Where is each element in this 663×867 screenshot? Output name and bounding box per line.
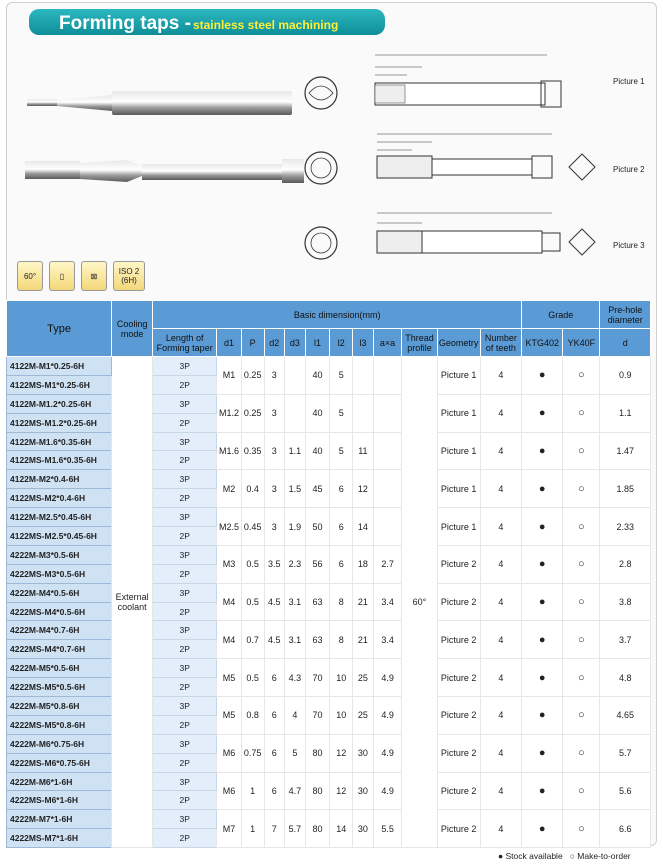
l3-cell: 30 xyxy=(353,810,374,848)
l2-cell: 14 xyxy=(330,810,353,848)
teeth-cell: 4 xyxy=(480,470,521,508)
type-cell: 4222M-M6*1-6H xyxy=(7,772,112,791)
product-table xyxy=(6,300,651,848)
l1-cell: 70 xyxy=(305,697,330,735)
l1-cell: 56 xyxy=(305,545,330,583)
l2-cell: 12 xyxy=(330,772,353,810)
teeth-cell: 4 xyxy=(480,772,521,810)
l2-cell: 8 xyxy=(330,583,353,621)
tool-photo-2 xyxy=(17,151,307,191)
header-l3: l3 xyxy=(353,329,374,357)
ktg-grade-cell: ● xyxy=(522,394,563,432)
length-cell: 3P xyxy=(153,508,217,527)
d1-cell: M1.6 xyxy=(217,432,242,470)
type-cell: 4222M-M3*0.5-6H xyxy=(7,545,112,564)
length-cell: 3P xyxy=(153,734,217,753)
length-cell: 3P xyxy=(153,772,217,791)
type-cell: 4222M-M7*1-6H xyxy=(7,810,112,829)
yk-grade-cell: ○ xyxy=(563,470,600,508)
l1-cell: 63 xyxy=(305,583,330,621)
length-cell: 3P xyxy=(153,545,217,564)
d1-cell: M2.5 xyxy=(217,508,242,546)
geometry-cell: Picture 1 xyxy=(437,394,480,432)
geometry-cell: Picture 1 xyxy=(437,357,480,395)
header-d3: d3 xyxy=(285,329,306,357)
table-row xyxy=(7,432,651,451)
d1-cell: M1 xyxy=(217,357,242,395)
l1-cell: 45 xyxy=(305,470,330,508)
type-cell: 4122M-M1.2*0.25-6H xyxy=(7,394,112,413)
geometry-cell: Picture 2 xyxy=(437,810,480,848)
picture-2-label: Picture 2 xyxy=(613,165,645,174)
axa-cell xyxy=(373,470,402,508)
p-cell: 1 xyxy=(241,810,264,848)
d2-cell: 3 xyxy=(264,357,285,395)
geometry-cell: Picture 1 xyxy=(437,470,480,508)
geometry-cell: Picture 1 xyxy=(437,432,480,470)
d2-cell: 4.5 xyxy=(264,621,285,659)
axa-cell xyxy=(373,357,402,395)
yk-grade-cell: ○ xyxy=(563,394,600,432)
geometry-cell: Picture 2 xyxy=(437,583,480,621)
prehole-cell: 2.33 xyxy=(600,508,651,546)
d1-cell: M4 xyxy=(217,583,242,621)
page-title xyxy=(29,9,385,35)
header-geometry: Geometry xyxy=(437,329,480,357)
d3-cell xyxy=(285,357,306,395)
d2-cell: 6 xyxy=(264,697,285,735)
p-cell: 0.4 xyxy=(241,470,264,508)
type-cell: 4222M-M5*0.8-6H xyxy=(7,697,112,716)
type-cell: 4122MS-M1.2*0.25-6H xyxy=(7,413,112,432)
l3-cell xyxy=(353,394,374,432)
teeth-cell: 4 xyxy=(480,621,521,659)
ktg-grade-cell: ● xyxy=(522,583,563,621)
header-prehole: Pre-hole diameter xyxy=(600,301,651,329)
header-teeth: Number of teeth xyxy=(480,329,521,357)
header-length: Length of Forming taper xyxy=(153,329,217,357)
blind-hole-icon: ▯ xyxy=(49,261,75,291)
teeth-cell: 4 xyxy=(480,810,521,848)
type-cell: 4122M-M2*0.4-6H xyxy=(7,470,112,489)
picture-1-label: Picture 1 xyxy=(613,77,645,86)
header-thread: Thread profile xyxy=(402,329,437,357)
teeth-cell: 4 xyxy=(480,545,521,583)
d3-cell xyxy=(285,394,306,432)
d1-cell: M2 xyxy=(217,470,242,508)
d3-cell: 3.1 xyxy=(285,621,306,659)
d3-cell: 4 xyxy=(285,697,306,735)
type-cell: 4222MS-M6*1-6H xyxy=(7,791,112,810)
yk-grade-cell: ○ xyxy=(563,508,600,546)
geometry-cell: Picture 2 xyxy=(437,545,480,583)
geometry-cell: Picture 2 xyxy=(437,734,480,772)
type-cell: 4222M-M5*0.5-6H xyxy=(7,659,112,678)
type-cell: 4222M-M6*0.75-6H xyxy=(7,734,112,753)
length-cell: 2P xyxy=(153,678,217,697)
teeth-cell: 4 xyxy=(480,432,521,470)
d3-cell: 5 xyxy=(285,734,306,772)
axa-cell: 5.5 xyxy=(373,810,402,848)
length-cell: 3P xyxy=(153,394,217,413)
d3-cell: 4.7 xyxy=(285,772,306,810)
d2-cell: 6 xyxy=(264,772,285,810)
type-cell: 4122MS-M2*0.4-6H xyxy=(7,489,112,508)
through-hole-icon: ⊠ xyxy=(81,261,107,291)
d3-cell: 1.1 xyxy=(285,432,306,470)
type-cell: 4122M-M1.6*0.35-6H xyxy=(7,432,112,451)
axa-cell: 2.7 xyxy=(373,545,402,583)
d2-cell: 7 xyxy=(264,810,285,848)
l3-cell xyxy=(353,357,374,395)
d1-cell: M5 xyxy=(217,659,242,697)
length-cell: 3P xyxy=(153,621,217,640)
d1-cell: M3 xyxy=(217,545,242,583)
type-cell: 4122MS-M1.6*0.35-6H xyxy=(7,451,112,470)
geometry-cell: Picture 2 xyxy=(437,659,480,697)
axa-cell xyxy=(373,508,402,546)
l2-cell: 6 xyxy=(330,508,353,546)
p-cell: 0.25 xyxy=(241,394,264,432)
d1-cell: M6 xyxy=(217,734,242,772)
length-cell: 2P xyxy=(153,829,217,848)
l2-cell: 12 xyxy=(330,734,353,772)
axa-cell xyxy=(373,394,402,432)
table-row xyxy=(7,583,651,602)
legend xyxy=(498,851,631,861)
type-cell: 4222MS-M3*0.5-6H xyxy=(7,564,112,583)
length-cell: 3P xyxy=(153,810,217,829)
legend-stock: ● Stock available xyxy=(498,851,563,861)
length-cell: 3P xyxy=(153,583,217,602)
l1-cell: 80 xyxy=(305,772,330,810)
ktg-grade-cell: ● xyxy=(522,357,563,395)
prehole-cell: 1.1 xyxy=(600,394,651,432)
d3-cell: 1.9 xyxy=(285,508,306,546)
d1-cell: M5 xyxy=(217,697,242,735)
length-cell: 2P xyxy=(153,640,217,659)
ktg-grade-cell: ● xyxy=(522,734,563,772)
l2-cell: 5 xyxy=(330,432,353,470)
header-cooling: Cooling mode xyxy=(112,301,153,357)
p-cell: 0.8 xyxy=(241,697,264,735)
prehole-cell: 5.7 xyxy=(600,734,651,772)
l2-cell: 8 xyxy=(330,621,353,659)
legend-order: ○ Make-to-order xyxy=(569,851,631,861)
table-row xyxy=(7,659,651,678)
drawing-picture-3 xyxy=(297,203,617,263)
geometry-cell: Picture 1 xyxy=(437,508,480,546)
length-cell: 2P xyxy=(153,451,217,470)
geometry-cell: Picture 2 xyxy=(437,621,480,659)
axa-cell: 3.4 xyxy=(373,583,402,621)
l1-cell: 80 xyxy=(305,810,330,848)
type-cell: 4222MS-M4*0.7-6H xyxy=(7,640,112,659)
d1-cell: M4 xyxy=(217,621,242,659)
d1-cell: M7 xyxy=(217,810,242,848)
type-cell: 4222MS-M6*0.75-6H xyxy=(7,753,112,772)
ktg-grade-cell: ● xyxy=(522,621,563,659)
p-cell: 0.5 xyxy=(241,545,264,583)
table-row xyxy=(7,810,651,829)
l1-cell: 40 xyxy=(305,432,330,470)
l3-cell: 21 xyxy=(353,621,374,659)
prehole-cell: 1.85 xyxy=(600,470,651,508)
header-grade: Grade xyxy=(522,301,600,329)
yk-grade-cell: ○ xyxy=(563,772,600,810)
d2-cell: 3 xyxy=(264,508,285,546)
thread-angle-label: 60° xyxy=(23,271,37,281)
p-cell: 0.75 xyxy=(241,734,264,772)
length-cell: 3P xyxy=(153,432,217,451)
header-d2: d2 xyxy=(264,329,285,357)
header-d1: d1 xyxy=(217,329,242,357)
ktg-grade-cell: ● xyxy=(522,772,563,810)
l2-cell: 10 xyxy=(330,697,353,735)
length-cell: 2P xyxy=(153,375,217,394)
title-main: Forming taps - xyxy=(59,13,191,34)
table-row xyxy=(7,697,651,716)
l3-cell: 12 xyxy=(353,470,374,508)
l3-cell: 30 xyxy=(353,734,374,772)
title-sub: stainless steel machining xyxy=(192,18,339,32)
table-row xyxy=(7,545,651,564)
header-axa: a×a xyxy=(373,329,402,357)
drawing-picture-1 xyxy=(297,45,607,115)
prehole-cell: 2.8 xyxy=(600,545,651,583)
yk-grade-cell: ○ xyxy=(563,734,600,772)
axa-cell: 4.9 xyxy=(373,772,402,810)
yk-grade-cell: ○ xyxy=(563,810,600,848)
length-cell: 2P xyxy=(153,564,217,583)
d3-cell: 4.3 xyxy=(285,659,306,697)
l1-cell: 40 xyxy=(305,394,330,432)
header-basic-dimension: Basic dimension(mm) xyxy=(153,301,522,329)
prehole-cell: 4.8 xyxy=(600,659,651,697)
geometry-cell: Picture 2 xyxy=(437,772,480,810)
l1-cell: 40 xyxy=(305,357,330,395)
type-cell: 4222MS-M7*1-6H xyxy=(7,829,112,848)
ktg-grade-cell: ● xyxy=(522,508,563,546)
axa-cell xyxy=(373,432,402,470)
header-type: Type xyxy=(7,301,112,357)
prehole-cell: 1.47 xyxy=(600,432,651,470)
type-cell: 4222M-M4*0.7-6H xyxy=(7,621,112,640)
p-cell: 0.5 xyxy=(241,583,264,621)
type-cell: 4222MS-M4*0.5-6H xyxy=(7,602,112,621)
axa-cell: 4.9 xyxy=(373,697,402,735)
teeth-cell: 4 xyxy=(480,659,521,697)
p-cell: 0.5 xyxy=(241,659,264,697)
d3-cell: 3.1 xyxy=(285,583,306,621)
l2-cell: 6 xyxy=(330,545,353,583)
iso-label: ISO 2 (6H) xyxy=(118,267,140,285)
type-cell: 4122MS-M2.5*0.45-6H xyxy=(7,527,112,546)
teeth-cell: 4 xyxy=(480,394,521,432)
length-cell: 2P xyxy=(153,602,217,621)
p-cell: 0.35 xyxy=(241,432,264,470)
type-cell: 4222MS-M5*0.5-6H xyxy=(7,678,112,697)
yk-grade-cell: ○ xyxy=(563,697,600,735)
p-cell: 1 xyxy=(241,772,264,810)
length-cell: 3P xyxy=(153,659,217,678)
header-l2: l2 xyxy=(330,329,353,357)
ktg-grade-cell: ● xyxy=(522,545,563,583)
d2-cell: 3 xyxy=(264,470,285,508)
d1-cell: M6 xyxy=(217,772,242,810)
p-cell: 0.45 xyxy=(241,508,264,546)
table-row xyxy=(7,470,651,489)
type-cell: 4122M-M1*0.25-6H xyxy=(7,357,112,376)
l3-cell: 25 xyxy=(353,697,374,735)
l1-cell: 63 xyxy=(305,621,330,659)
header-ktg: KTG402 xyxy=(522,329,563,357)
prehole-cell: 3.7 xyxy=(600,621,651,659)
p-cell: 0.7 xyxy=(241,621,264,659)
l3-cell: 14 xyxy=(353,508,374,546)
l3-cell: 18 xyxy=(353,545,374,583)
ktg-grade-cell: ● xyxy=(522,470,563,508)
tool-photo-1 xyxy=(17,83,297,123)
yk-grade-cell: ○ xyxy=(563,621,600,659)
yk-grade-cell: ○ xyxy=(563,583,600,621)
type-cell: 4122M-M2.5*0.45-6H xyxy=(7,508,112,527)
yk-grade-cell: ○ xyxy=(563,545,600,583)
table-row xyxy=(7,621,651,640)
teeth-cell: 4 xyxy=(480,734,521,772)
d2-cell: 6 xyxy=(264,659,285,697)
l3-cell: 21 xyxy=(353,583,374,621)
length-cell: 2P xyxy=(153,715,217,734)
type-cell: 4222MS-M5*0.8-6H xyxy=(7,715,112,734)
ktg-grade-cell: ● xyxy=(522,659,563,697)
length-cell: 2P xyxy=(153,489,217,508)
length-cell: 3P xyxy=(153,697,217,716)
teeth-cell: 4 xyxy=(480,357,521,395)
ktg-grade-cell: ● xyxy=(522,697,563,735)
prehole-cell: 6.6 xyxy=(600,810,651,848)
cooling-cell: External coolant xyxy=(112,357,153,848)
length-cell: 2P xyxy=(153,791,217,810)
length-cell: 3P xyxy=(153,357,217,376)
d1-cell: M1.2 xyxy=(217,394,242,432)
d2-cell: 3 xyxy=(264,432,285,470)
picture-3-label: Picture 3 xyxy=(613,241,645,250)
teeth-cell: 4 xyxy=(480,508,521,546)
table-row xyxy=(7,357,651,376)
teeth-cell: 4 xyxy=(480,583,521,621)
prehole-cell: 3.8 xyxy=(600,583,651,621)
length-cell: 2P xyxy=(153,527,217,546)
table-row xyxy=(7,394,651,413)
yk-grade-cell: ○ xyxy=(563,357,600,395)
d2-cell: 4.5 xyxy=(264,583,285,621)
d3-cell: 1.5 xyxy=(285,470,306,508)
l3-cell: 30 xyxy=(353,772,374,810)
d2-cell: 3 xyxy=(264,394,285,432)
length-cell: 3P xyxy=(153,470,217,489)
header-yk: YK40F xyxy=(563,329,600,357)
p-cell: 0.25 xyxy=(241,357,264,395)
yk-grade-cell: ○ xyxy=(563,659,600,697)
header-d: d xyxy=(600,329,651,357)
axa-cell: 3.4 xyxy=(373,621,402,659)
l1-cell: 50 xyxy=(305,508,330,546)
d2-cell: 3.5 xyxy=(264,545,285,583)
thread-cell: 60° xyxy=(402,357,437,848)
geometry-cell: Picture 2 xyxy=(437,697,480,735)
prehole-cell: 4.65 xyxy=(600,697,651,735)
table-row xyxy=(7,508,651,527)
length-cell: 2P xyxy=(153,413,217,432)
l2-cell: 6 xyxy=(330,470,353,508)
prehole-cell: 5.6 xyxy=(600,772,651,810)
l3-cell: 25 xyxy=(353,659,374,697)
l1-cell: 80 xyxy=(305,734,330,772)
l2-cell: 5 xyxy=(330,394,353,432)
yk-grade-cell: ○ xyxy=(563,432,600,470)
axa-cell: 4.9 xyxy=(373,734,402,772)
d3-cell: 5.7 xyxy=(285,810,306,848)
feature-icons xyxy=(17,261,145,291)
header-l1: l1 xyxy=(305,329,330,357)
l1-cell: 70 xyxy=(305,659,330,697)
l2-cell: 10 xyxy=(330,659,353,697)
thread-angle-icon xyxy=(17,261,43,291)
ktg-grade-cell: ● xyxy=(522,432,563,470)
ktg-grade-cell: ● xyxy=(522,810,563,848)
table-row xyxy=(7,772,651,791)
length-cell: 2P xyxy=(153,753,217,772)
table-row xyxy=(7,734,651,753)
d3-cell: 2.3 xyxy=(285,545,306,583)
teeth-cell: 4 xyxy=(480,697,521,735)
l2-cell: 5 xyxy=(330,357,353,395)
header-p: P xyxy=(241,329,264,357)
prehole-cell: 0.9 xyxy=(600,357,651,395)
iso-tolerance-icon xyxy=(113,261,145,291)
type-cell: 4122MS-M1*0.25-6H xyxy=(7,375,112,394)
type-cell: 4222M-M4*0.5-6H xyxy=(7,583,112,602)
l3-cell: 11 xyxy=(353,432,374,470)
axa-cell: 4.9 xyxy=(373,659,402,697)
d2-cell: 6 xyxy=(264,734,285,772)
drawing-picture-2 xyxy=(297,128,617,198)
